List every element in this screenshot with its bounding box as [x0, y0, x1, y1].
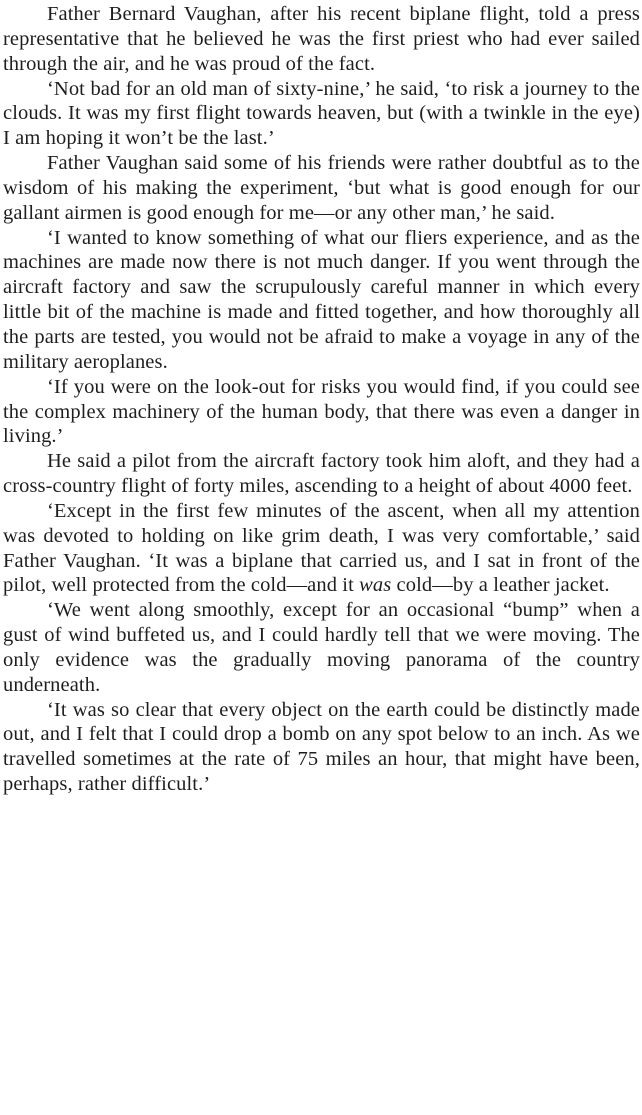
- paragraph-9: ‘It was so clear that every object on the earth could be distinctly made out, and I felt that I could drop a bomb on any spot below to an inch. As we travelled sometimes at the rate of 75 miles an hour, that might have been, perhaps, rather difficult.’: [3, 698, 640, 796]
- paragraph-7: ‘Except in the first few minutes of the ascent, when all my attention was devoted to holding on like grim death, I was very comfortable,’ said Father Vaughan. ‘It was a biplane that carried us, and I sat in front of the pilot, well protected from the cold—and it was cold—by a leather jacket.: [3, 499, 640, 597]
- paragraph-3: Father Vaughan said some of his friends were rather doubtful as to the wisdom of his making the experiment, ‘but what is good enough for our gallant airmen is good enough for me—or any other man,’ he said.: [3, 152, 640, 224]
- paragraph-8: ‘We went along smoothly, except for an occasional “bump” when a gust of wind buffeted us, and I could hardly tell that we were moving. The only evidence was the gradually moving panorama of the country underneath.: [3, 599, 640, 696]
- paragraph-6: He said a pilot from the aircraft factory took him aloft, and they had a cross-country flight of forty miles, ascending to a height of about 4000 feet.: [3, 450, 640, 498]
- paragraph-4: ‘I wanted to know something of what our fliers experience, and as the machines are made now there is not much danger. If you went through the aircraft factory and saw the scrupulously careful manner in which every little bit of the machine is made and fitted together, and how thoroughly all the parts are tested, you would not be afraid to make a voyage in any of the military aeroplanes.: [3, 226, 640, 373]
- paragraph-5: ‘If you were on the look-out for risks you would find, if you could see the complex machinery of the human body, that there was even a danger in living.’: [3, 375, 640, 448]
- emphasis-word: was: [359, 574, 392, 597]
- paragraph-1: Father Bernard Vaughan, after his recent biplane flight, told a press representative that he believed he was the first priest who had ever sailed through the air, and he was proud of the fact.: [3, 3, 640, 75]
- paragraph-2: ‘Not bad for an old man of sixty-nine,’ he said, ‘to risk a journey to the clouds. It was my first flight towards heaven, but (with a twinkle in the eye) I am hoping it won’t be the last.’: [3, 77, 640, 150]
